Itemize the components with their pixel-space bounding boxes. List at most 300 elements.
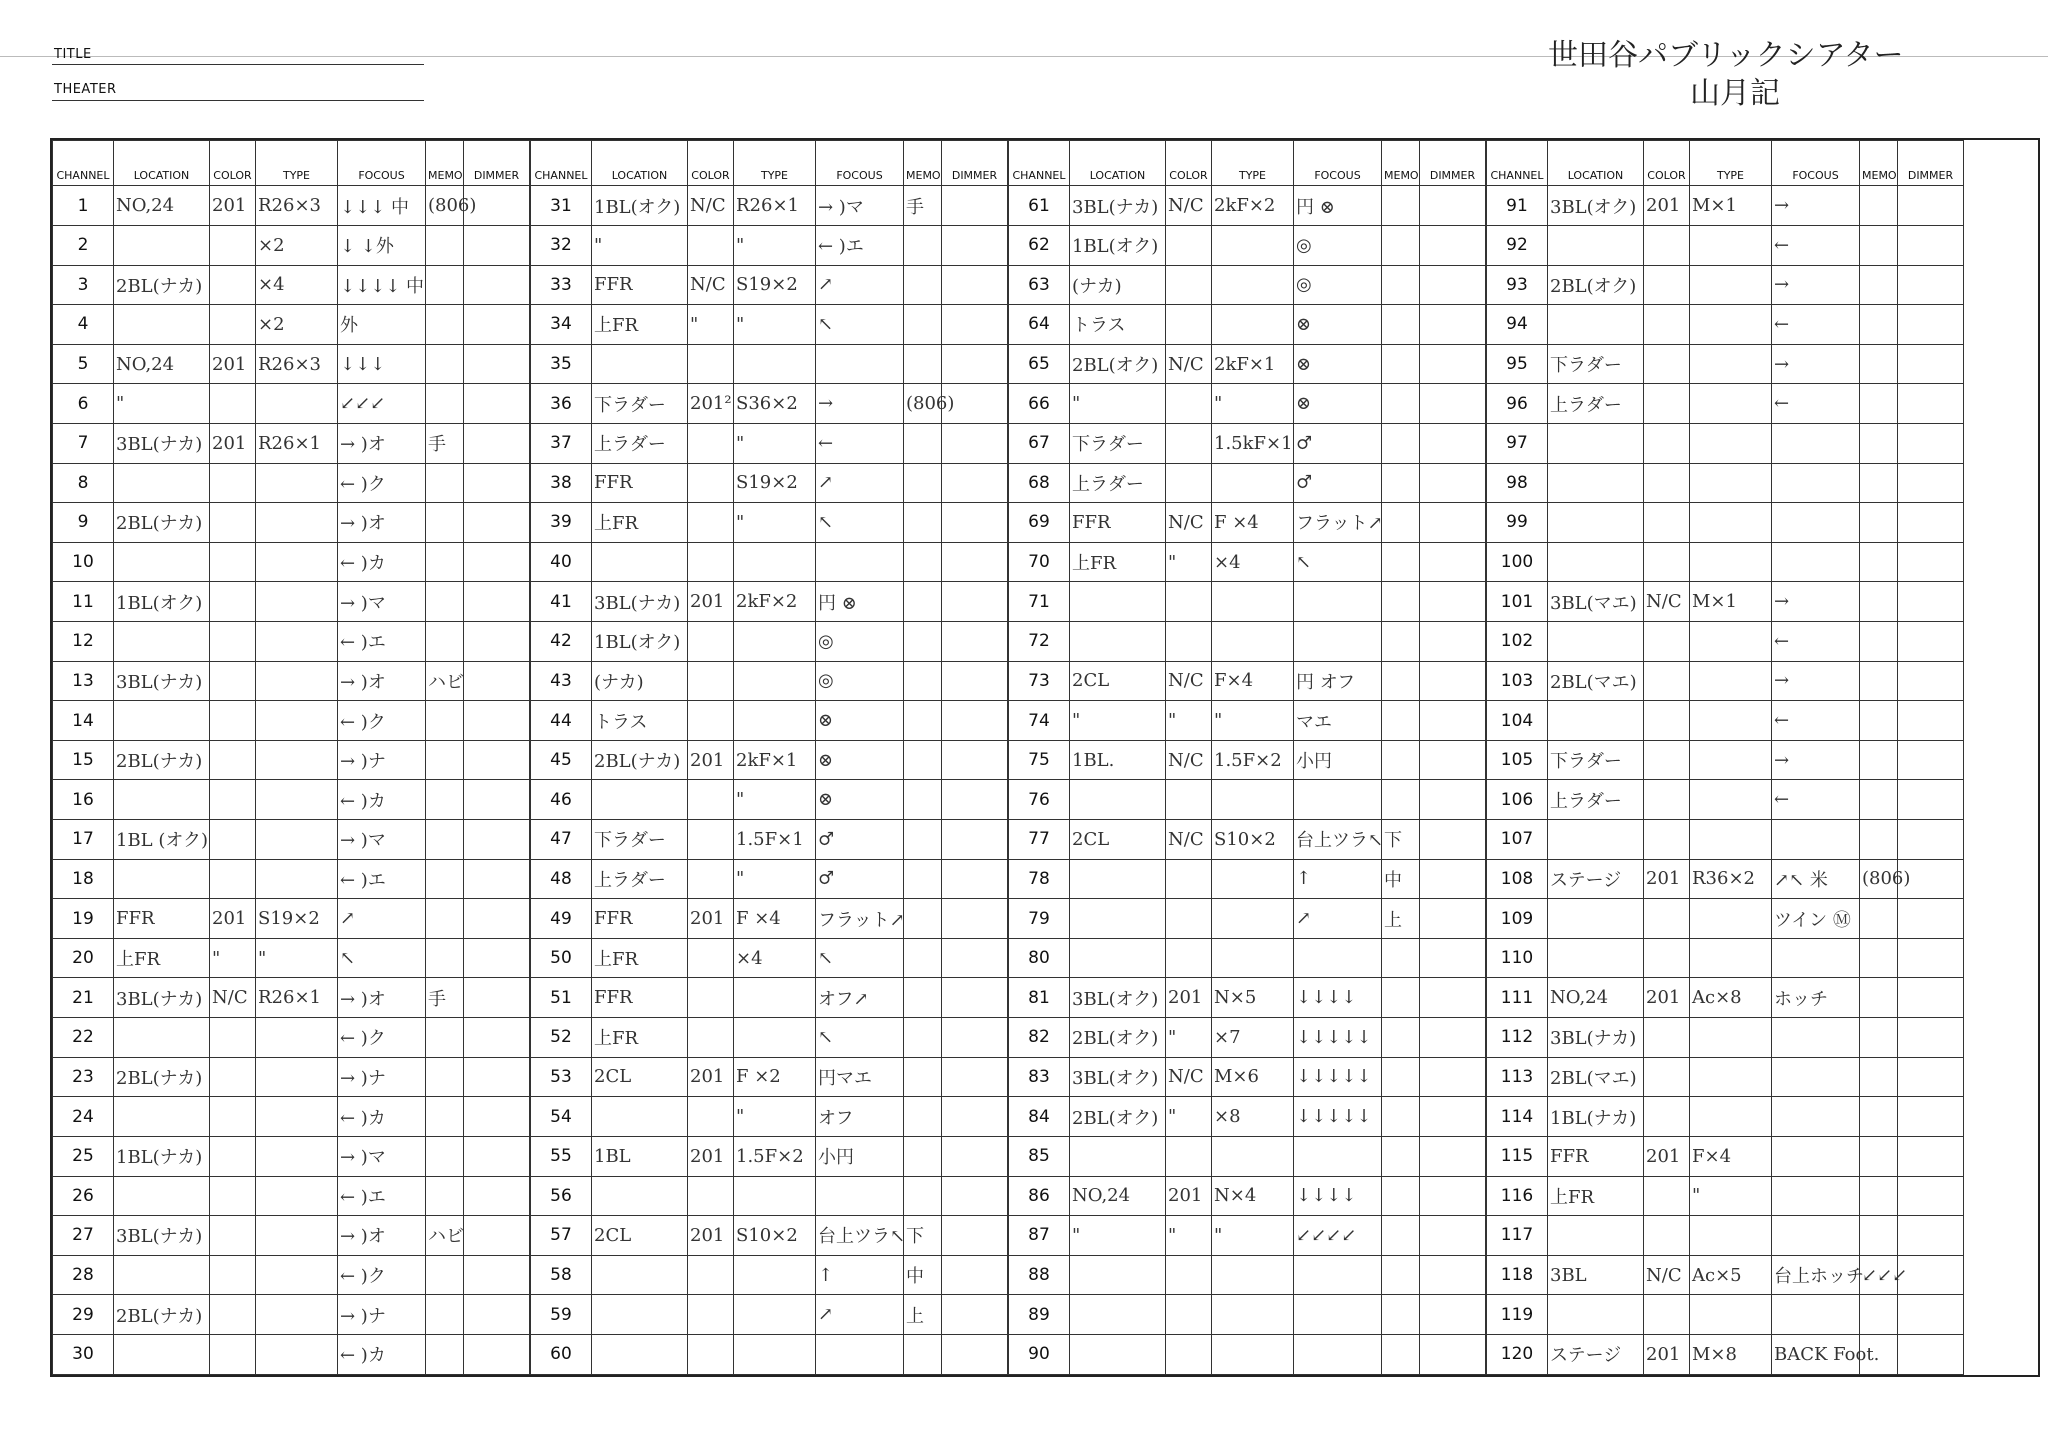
cell-color [1644,938,1690,978]
cell-color [1644,701,1690,741]
cell-dimmer [942,305,1008,345]
cell-focus: 円 ⊗ [816,582,904,622]
cell-channel: 86 [1009,1176,1070,1216]
table-row [1487,701,1964,741]
cell-color [1166,1136,1212,1176]
cell-dimmer [464,661,530,701]
cell-memo [1382,1018,1420,1058]
table-row [1487,740,1964,780]
cell-memo: ハビ [426,1216,464,1256]
table-row [53,582,530,622]
table-row [53,384,530,424]
cell-loc: 上ラダー [592,859,688,899]
cell-channel: 17 [53,820,114,860]
cell-focus [1772,1018,1860,1058]
cell-focus: ♂ [816,859,904,899]
cell-color [1644,1216,1690,1256]
cell-color [210,542,256,582]
cell-color: 201 [210,423,256,463]
table-row [1487,423,1964,463]
cell-memo [1860,701,1898,741]
cell-loc: トラス [1070,305,1166,345]
table-row [1487,265,1964,305]
cell-loc [114,1255,210,1295]
cell-memo [426,1097,464,1137]
table-row [1009,1018,1486,1058]
cell-type [734,1295,816,1335]
cell-color: 201 [210,344,256,384]
cell-color [210,701,256,741]
cell-loc: 3BL(オク) [1070,978,1166,1018]
cell-color: N/C [1644,1255,1690,1295]
cell-focus: → )マ [338,820,426,860]
cell-memo [1382,582,1420,622]
cell-dimmer [942,661,1008,701]
cell-color: " [1166,701,1212,741]
cell-focus: ↗ [338,899,426,939]
cell-dimmer [1420,1018,1486,1058]
table-row [1009,780,1486,820]
table-row [53,1018,530,1058]
cell-color: 201 [1644,186,1690,226]
cell-channel: 84 [1009,1097,1070,1137]
table-row [53,186,530,226]
cell-channel: 39 [531,503,592,543]
table-row [531,1334,1008,1374]
cell-loc [114,225,210,265]
cell-color [1644,661,1690,701]
cell-memo [904,1136,942,1176]
cell-loc: 上FR [592,1018,688,1058]
cell-type [256,384,338,424]
cell-color: " [1166,542,1212,582]
cell-focus: ♂ [1294,423,1382,463]
handwritten-title: 山月記 [1690,76,1780,111]
table-row [531,1057,1008,1097]
table-row [1009,1334,1486,1374]
table-row [53,899,530,939]
cell-focus: フラット↗ [1294,503,1382,543]
table-row [531,582,1008,622]
cell-type: Ac×8 [1690,978,1772,1018]
cell-memo [1382,1057,1420,1097]
cell-loc: " [1070,1216,1166,1256]
cell-type: 2kF×2 [1212,186,1294,226]
cell-focus: ツイン Ⓜ [1772,899,1860,939]
cell-color [688,661,734,701]
table-row [1487,344,1964,384]
cell-dimmer [1898,503,1964,543]
cell-type [256,1176,338,1216]
table-row [1487,978,1964,1018]
cell-focus: ⊗ [816,701,904,741]
cell-channel: 105 [1487,740,1548,780]
cell-memo [1382,621,1420,661]
cell-color [1166,265,1212,305]
cell-memo [1382,1097,1420,1137]
cell-focus: ♂ [1294,463,1382,503]
cell-type [1212,1334,1294,1374]
cell-focus: → )オ [338,661,426,701]
cell-loc: 2BL(オク) [1070,1018,1166,1058]
column-header-dimmer: DIMMER [1898,141,1964,186]
cell-loc [1548,1295,1644,1335]
cell-color [210,859,256,899]
cell-channel: 58 [531,1255,592,1295]
cell-dimmer [464,899,530,939]
cell-dimmer [1898,1097,1964,1137]
cell-color [688,780,734,820]
table-row [53,542,530,582]
cell-color: 201 [1644,859,1690,899]
cell-type [1212,463,1294,503]
cell-dimmer [464,1255,530,1295]
cell-type: " [1212,701,1294,741]
cell-color [1166,384,1212,424]
cell-color [210,1018,256,1058]
cell-focus: ↓↓↓ [338,344,426,384]
table-row [1009,582,1486,622]
cell-loc: ステージ [1548,859,1644,899]
cell-loc [1070,1136,1166,1176]
cell-loc: 1BL(ナカ) [114,1136,210,1176]
cell-memo [904,899,942,939]
cell-type: ×8 [1212,1097,1294,1137]
cell-channel: 48 [531,859,592,899]
table-row [1487,384,1964,424]
cell-memo [1382,780,1420,820]
cell-memo [426,938,464,978]
cell-memo: 下 [904,1216,942,1256]
cell-channel: 24 [53,1097,114,1137]
cell-dimmer [1898,1216,1964,1256]
cell-focus: ← [1772,701,1860,741]
cell-color: N/C [1166,740,1212,780]
cell-color [688,621,734,661]
cell-memo [1860,899,1898,939]
table-row [53,1057,530,1097]
cell-memo [904,1334,942,1374]
table-row [531,1097,1008,1137]
cell-channel: 16 [53,780,114,820]
table-row [1009,305,1486,345]
table-row [1009,423,1486,463]
cell-color [1166,582,1212,622]
cell-type [1212,1255,1294,1295]
column-header-color: COLOR [1166,141,1212,186]
cell-dimmer [464,780,530,820]
cell-loc: NO,24 [114,344,210,384]
cell-dimmer [1898,621,1964,661]
cell-channel: 82 [1009,1018,1070,1058]
cell-loc [1548,503,1644,543]
table-row [1487,1097,1964,1137]
cell-dimmer [464,503,530,543]
cell-color [210,1057,256,1097]
cell-channel: 50 [531,938,592,978]
cell-type: 1.5F×1 [734,820,816,860]
table-row [53,1097,530,1137]
table-row [531,186,1008,226]
cell-color [688,938,734,978]
cell-loc [114,1097,210,1137]
table-row [53,820,530,860]
cell-memo [1382,978,1420,1018]
cell-dimmer [464,1018,530,1058]
cell-type: N×5 [1212,978,1294,1018]
cell-focus: → )ナ [338,1057,426,1097]
cell-loc: ステージ [1548,1334,1644,1374]
cell-focus: → [1772,582,1860,622]
table-row [531,938,1008,978]
cell-color [210,1334,256,1374]
cell-memo [904,1176,942,1216]
cell-color [210,1216,256,1256]
cell-channel: 27 [53,1216,114,1256]
cell-dimmer [464,740,530,780]
cell-focus: ← )エ [338,1176,426,1216]
cell-channel: 42 [531,621,592,661]
cell-channel: 109 [1487,899,1548,939]
table-row [531,225,1008,265]
cell-type [256,1216,338,1256]
cell-type [1212,225,1294,265]
cell-loc [114,542,210,582]
cell-memo [1382,1136,1420,1176]
cell-memo: (806) [904,384,942,424]
cell-loc: (ナカ) [1070,265,1166,305]
cell-focus: 円 ⊗ [1294,186,1382,226]
cell-channel: 15 [53,740,114,780]
cell-channel: 54 [531,1097,592,1137]
cell-dimmer [1420,423,1486,463]
cell-memo [426,621,464,661]
cell-dimmer [1898,1295,1964,1335]
cell-color [1644,305,1690,345]
cell-memo [904,820,942,860]
cell-type: F×4 [1690,1136,1772,1176]
cell-type: " [1212,1216,1294,1256]
cell-channel: 63 [1009,265,1070,305]
cell-type: R26×1 [256,423,338,463]
cell-dimmer [1898,740,1964,780]
cell-channel: 36 [531,384,592,424]
table-row [1009,503,1486,543]
cell-type: " [734,225,816,265]
column-header-dimmer: DIMMER [1420,141,1486,186]
cell-channel: 79 [1009,899,1070,939]
cell-focus: ↓↓↓↓ [1294,978,1382,1018]
cell-focus: ↙↙↙ [338,384,426,424]
cell-dimmer [942,1216,1008,1256]
cell-memo: 上 [904,1295,942,1335]
table-row [531,1018,1008,1058]
table-row [531,1295,1008,1335]
cell-focus [1294,621,1382,661]
cell-focus: ↑ [816,1255,904,1295]
cell-focus: 台上ツラ↖ [1294,820,1382,860]
column-header-location: LOCATION [592,141,688,186]
cell-dimmer [1420,820,1486,860]
cell-dimmer [464,423,530,463]
cell-dimmer [1420,780,1486,820]
cell-memo [1860,661,1898,701]
cell-type [1690,1216,1772,1256]
cell-memo [1382,265,1420,305]
cell-dimmer [942,186,1008,226]
cell-memo [1382,740,1420,780]
cell-dimmer [942,1295,1008,1335]
cell-loc: 上FR [592,503,688,543]
cell-focus: 台上ホッチ [1772,1255,1860,1295]
cell-focus: ⊗ [1294,305,1382,345]
cell-memo: 手 [426,423,464,463]
cell-color [1644,1295,1690,1335]
table-row [1487,542,1964,582]
cell-memo [1860,423,1898,463]
cell-channel: 2 [53,225,114,265]
cell-color: N/C [1166,344,1212,384]
cell-loc: 2CL [1070,661,1166,701]
cell-memo [426,899,464,939]
cell-loc [592,1295,688,1335]
cell-focus: → [816,384,904,424]
cell-memo [1860,740,1898,780]
cell-dimmer [464,1057,530,1097]
cell-color [688,701,734,741]
cell-channel: 3 [53,265,114,305]
cell-channel: 103 [1487,661,1548,701]
table-row [53,780,530,820]
cell-memo [426,305,464,345]
cell-channel: 25 [53,1136,114,1176]
cell-focus: ↓ ↓外 [338,225,426,265]
cell-channel: 66 [1009,384,1070,424]
cell-memo [1860,186,1898,226]
theater-label: THEATER [54,82,117,97]
cell-loc: " [114,384,210,424]
cell-channel: 67 [1009,423,1070,463]
cell-loc: 3BL(ナカ) [114,661,210,701]
cell-color [1166,1255,1212,1295]
table-row [531,423,1008,463]
cell-focus: → )オ [338,503,426,543]
cell-type [256,463,338,503]
cell-memo: 中 [904,1255,942,1295]
cell-channel: 102 [1487,621,1548,661]
cell-loc [114,1018,210,1058]
cell-dimmer [1420,384,1486,424]
cell-type [1690,780,1772,820]
cell-memo [426,1255,464,1295]
cell-focus: ♂ [816,820,904,860]
table-row [53,701,530,741]
cell-focus: 小円 [1294,740,1382,780]
table-row [1487,1018,1964,1058]
cell-focus: → [1772,661,1860,701]
cell-focus: ↗↖ 米 [1772,859,1860,899]
cell-dimmer [464,938,530,978]
cell-channel: 21 [53,978,114,1018]
cell-dimmer [942,1057,1008,1097]
cell-channel: 12 [53,621,114,661]
table-row [53,503,530,543]
cell-channel: 33 [531,265,592,305]
cell-memo [904,582,942,622]
cell-color: N/C [688,186,734,226]
cell-loc: 2BL(オク) [1070,344,1166,384]
cell-loc: 3BL(マエ) [1548,582,1644,622]
cell-memo [1382,1295,1420,1335]
cell-channel: 114 [1487,1097,1548,1137]
cell-memo [426,1136,464,1176]
cell-loc: 下ラダー [1548,740,1644,780]
table-row [53,661,530,701]
cell-color [210,503,256,543]
cell-color [210,1136,256,1176]
cell-loc: FFR [592,978,688,1018]
cell-dimmer [464,1136,530,1176]
cell-channel: 93 [1487,265,1548,305]
cell-color [210,265,256,305]
cell-type: " [734,1097,816,1137]
cell-type [734,1018,816,1058]
cell-focus: ← )エ [338,859,426,899]
cell-loc: (ナカ) [592,661,688,701]
cell-focus: → [1772,740,1860,780]
cell-color: 201 [688,899,734,939]
cell-channel: 29 [53,1295,114,1335]
cell-focus [1294,582,1382,622]
cell-loc [1548,463,1644,503]
cell-channel: 26 [53,1176,114,1216]
table-row [53,463,530,503]
cell-focus [1294,1334,1382,1374]
cell-memo [426,740,464,780]
cell-color: " [1166,1216,1212,1256]
cell-loc: 1BL. [1070,740,1166,780]
cell-loc: 3BL(ナカ) [114,978,210,1018]
cell-type: 2kF×1 [1212,344,1294,384]
cell-loc [114,305,210,345]
cell-memo [1860,463,1898,503]
table-row [531,978,1008,1018]
cell-loc: FFR [592,463,688,503]
cell-channel: 8 [53,463,114,503]
cell-focus [1772,820,1860,860]
cell-color [1644,780,1690,820]
cell-dimmer [942,859,1008,899]
cell-dimmer [464,305,530,345]
table-row [1009,186,1486,226]
cell-channel: 14 [53,701,114,741]
cell-loc: 2BL(マエ) [1548,661,1644,701]
cell-type [734,1334,816,1374]
column-header-type: TYPE [734,141,816,186]
cell-focus [816,542,904,582]
cell-color: 201 [210,186,256,226]
cell-focus: ↓↓↓↓↓ [1294,1097,1382,1137]
cell-memo [426,384,464,424]
cell-type [1212,265,1294,305]
cell-channel: 41 [531,582,592,622]
cell-dimmer [942,978,1008,1018]
cell-color [210,1255,256,1295]
cell-loc [1548,938,1644,978]
cell-focus [1772,938,1860,978]
cell-loc: 上FR [592,305,688,345]
cell-type: R36×2 [1690,859,1772,899]
